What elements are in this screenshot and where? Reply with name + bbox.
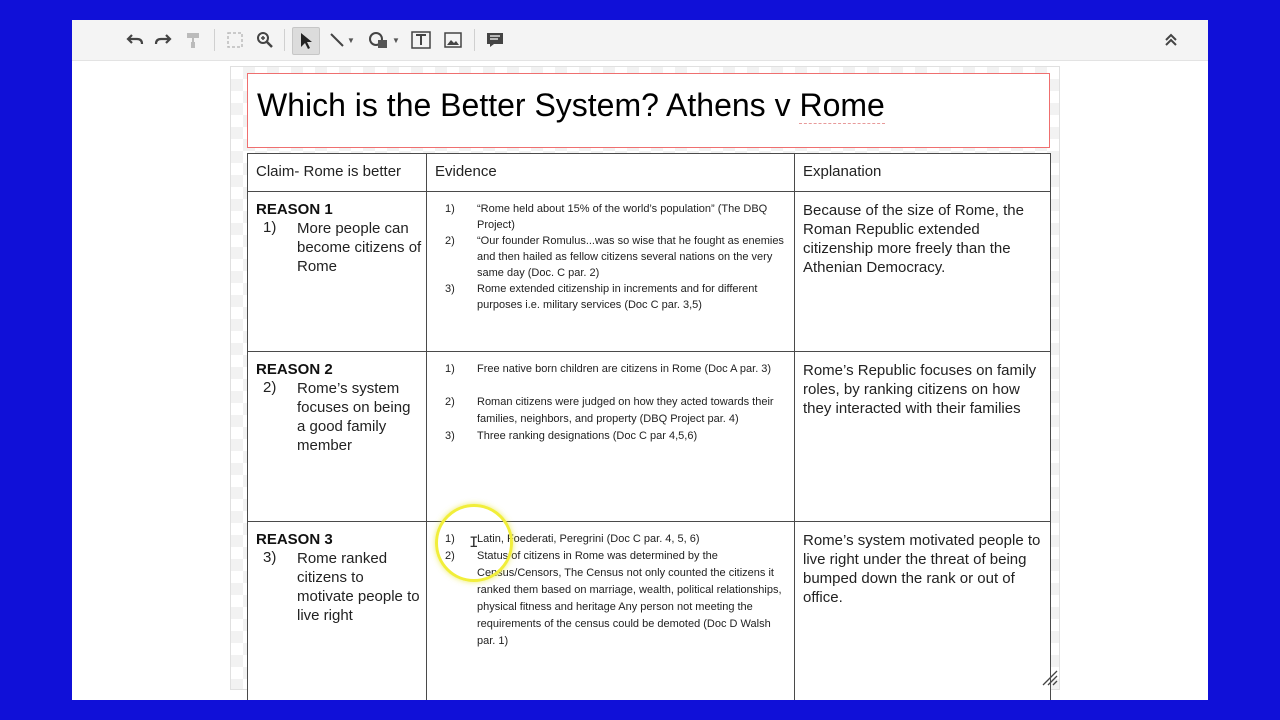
table-row (248, 352, 1051, 522)
reason-title: REASON 3 (256, 531, 333, 548)
resize-handle-icon[interactable] (1040, 668, 1058, 686)
explanation-cell[interactable] (795, 522, 1051, 701)
list-item: 1) Latin, Foederati, Peregrini (Doc C par. 4, 5, 6) (445, 533, 700, 545)
slides-editor (72, 20, 1208, 700)
reason-title: REASON 1 (256, 201, 333, 218)
text-box-icon[interactable] (410, 27, 432, 53)
reason-cell[interactable] (248, 352, 427, 522)
evidence-cell[interactable] (427, 192, 795, 352)
paint-format-icon[interactable] (182, 27, 204, 53)
list-item: 2) “Our founder Romulus...was so wise that he fought as enemies and then hailed as fellow citizens several nations on the very same day (Doc. C par. 2) (445, 235, 784, 279)
reason-cell[interactable] (248, 192, 427, 352)
reason-number: 1) (263, 219, 277, 236)
slide-title[interactable] (257, 87, 885, 124)
list-item: 3) Three ranking designations (Doc C par 4,5,6) (445, 430, 698, 442)
toolbar-separator (284, 29, 285, 51)
reason-text: More people can become citizens of Rome (297, 220, 422, 275)
reason-number: 2) (263, 379, 277, 396)
title-underlined: Rome (799, 87, 885, 123)
undo-icon[interactable] (124, 27, 146, 53)
title-main: Which is the Better System? Athens v (257, 87, 800, 123)
explanation-text: Rome’s Republic focuses on family roles, by ranking citizens on how they interacted with their families (803, 362, 1037, 417)
select-area-icon[interactable] (224, 27, 246, 53)
text-cursor-icon: I (469, 534, 479, 552)
toolbar (72, 20, 1208, 61)
comment-icon[interactable] (484, 27, 506, 53)
reason-text: Rome’s system focuses on being a good family member (297, 380, 411, 454)
reason-cell[interactable] (248, 522, 427, 701)
claim-table[interactable] (247, 153, 1051, 700)
reason-title: REASON 2 (256, 361, 333, 378)
table-row (248, 522, 1051, 701)
header-evidence[interactable]: Evidence (427, 154, 795, 192)
line-icon[interactable]: ▼ (326, 27, 358, 53)
explanation-cell[interactable] (795, 352, 1051, 522)
slide-canvas (72, 61, 1208, 700)
explanation-text: Rome’s system motivated people to live right under the threat of being bumped down the rank or out of office. (803, 532, 1041, 606)
select-pointer-icon[interactable] (292, 27, 320, 55)
shape-icon[interactable]: ▼ (366, 27, 402, 53)
slide (230, 66, 1060, 690)
title-text-box[interactable] (247, 73, 1050, 148)
list-item: 2) Roman citizens were judged on how they acted towards their families, neighbors, and property (DBQ Project par. 4) (445, 396, 774, 425)
explanation-text: Because of the size of Rome, the Roman Republic extended citizenship more freely than the Athenian Democracy. (803, 202, 1024, 276)
zoom-icon[interactable] (254, 27, 276, 53)
redo-icon[interactable] (152, 27, 174, 53)
table-header-row (248, 154, 1051, 192)
header-claim[interactable]: Claim- Rome is better (248, 154, 427, 192)
collapse-icon[interactable] (1160, 27, 1182, 53)
header-explanation[interactable]: Explanation (795, 154, 1051, 192)
toolbar-separator (214, 29, 215, 51)
reason-number: 3) (263, 549, 277, 566)
table-row (248, 192, 1051, 352)
list-item: 2) Status of citizens in Rome was determined by the Census/Censors, The Census not only counted the citizens it ranked them based on marriage, wealth, political relationships, physical fitness and heritage Any person not meeting the requirements of the census could be demoted (Doc D Walsh par. 1) (445, 550, 782, 647)
list-item: 1) Free native born children are citizens in Rome (Doc A par. 3) (445, 363, 772, 375)
explanation-cell[interactable] (795, 192, 1051, 352)
image-icon[interactable] (442, 27, 464, 53)
reason-text: Rome ranked citizens to motivate people to live right (297, 550, 420, 624)
list-item: 3) Rome extended citizenship in increments and for different purposes i.e. military services (Doc C par. 3,5) (445, 283, 758, 311)
evidence-cell[interactable] (427, 352, 795, 522)
list-item: 1) “Rome held about 15% of the world’s population” (The DBQ Project) (445, 203, 768, 231)
evidence-cell[interactable] (427, 522, 795, 701)
toolbar-separator (474, 29, 475, 51)
